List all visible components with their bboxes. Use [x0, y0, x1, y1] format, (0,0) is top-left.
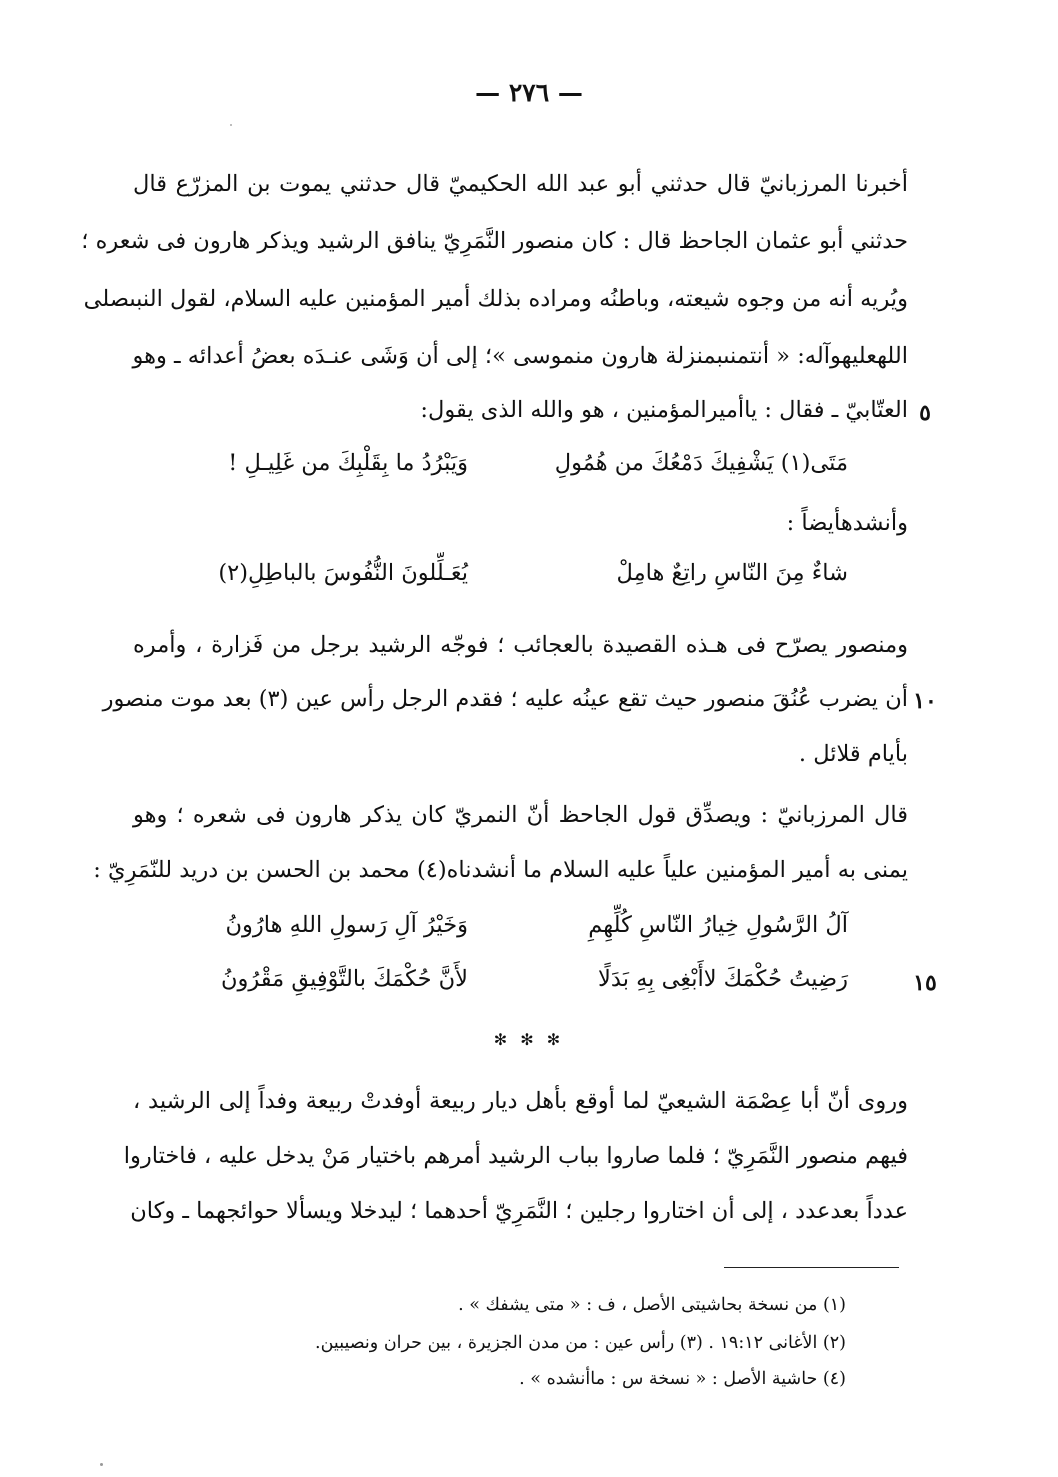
verse-second-hemistich: لأَنَّ حُكْمَكَ بالتَّوْفِيقِ مَقْرُونُ: [220, 966, 468, 992]
text-line: اللهعليهوآله: « أنتمنىبمنزلة هارون منموسى »؛ إلى أن وَشَى عنـدَه بعضُ أعدائه ـ وهو: [132, 343, 908, 369]
verse: [0, 560, 1058, 600]
line-number: ١٠: [913, 688, 937, 714]
verse: [0, 450, 1058, 490]
text-line: ومنصور يصرّح فى هـذه القصيدة بالعجائب ؛ فوجّه الرشيد برجل من فَزارة ، وأمره: [133, 632, 908, 658]
footnote: (٤) حاشية الأصل : « نسخة س : ماأنشده » .: [519, 1369, 846, 1389]
text-line: حدثني أبو عثمان الجاحظ قال : كان منصور النَّمَرِيّ ينافق الرشيد ويذكر هارون فى شعره ؛: [81, 228, 908, 254]
text-line: العتّابيّ ـ فقال : ياأميرالمؤمنين ، هو والله الذى يقول:: [420, 397, 908, 423]
verse: [0, 912, 1058, 952]
footnote-divider: [724, 1267, 899, 1268]
footnote: (١) من نسخة بحاشيتى الأصل ، ف : « متى يشفك » .: [458, 1295, 846, 1315]
text-line: أخبرنا المرزبانيّ قال حدثني أبو عبد الله الحكيميّ قال حدثني يموت بن المزرّع قال: [133, 171, 908, 197]
section-separator: ✻ ✻ ✻: [493, 1030, 565, 1049]
verse-second-hemistich: وَيَبْرُدُ ما بِقَلْبِكَ من غَلِيـلِ !: [228, 450, 468, 476]
text-line: أن يضرب عُنُقَ منصور حيث تقع عينُه عليه ؛ فقدم الرجل رأس عين (٣) بعد موت منصور: [102, 686, 908, 712]
verse: [0, 966, 1058, 1006]
text-line: ويُريه أنه من وجوه شيعته، وباطنُه ومراده بذلك أمير المؤمنين عليه السلام، لقول النبىصلى: [83, 286, 908, 312]
text-line: وأنشدهأيضاً :: [786, 510, 908, 536]
text-line: يمنى به أمير المؤمنين علياً عليه السلام ما أنشدناه(٤) محمد بن الحسن بن دريد للنّمَرِيّ :: [93, 857, 908, 883]
text-line: عدداً بعدعدد ، إلى أن اختاروا رجلين ؛ النَّمَرِيّ أحدهما ؛ ليدخلا ويسألا حوائجهما ـ وكان: [130, 1198, 908, 1224]
verse-first-hemistich: مَتَى(١) يَشْفِيكَ دَمْعُكَ من هُمُولِ: [554, 450, 848, 476]
speck: [100, 1463, 103, 1466]
text-line: فيهم منصور النَّمَرِيّ ؛ فلما صاروا بباب الرشيد أمرهم باختيار مَنْ يدخل عليه ، فاختاروا: [123, 1143, 908, 1169]
footnote: (٢) الأغانى ١٩:١٢ . (٣) رأس عين : من مدن الجزيرة ، بين حران ونصيبين.: [315, 1333, 846, 1353]
verse-first-hemistich: شاءٌ مِنَ النّاسِ راتِعٌ هامِلْ: [616, 560, 848, 586]
speck: [230, 124, 232, 126]
line-number: ٥: [919, 400, 931, 426]
verse-first-hemistich: رَضِيتُ حُكْمَكَ لاأَبْغِى بِهِ بَدَلًا: [598, 966, 848, 992]
page-number: — ٢٧٦ —: [475, 78, 583, 107]
verse-first-hemistich: آلُ الرَّسُولِ خِيارُ النّاسِ كُلِّهِمِ: [588, 912, 848, 938]
text-line: قال المرزبانيّ : ويصدِّق قول الجاحظ أنّ النمريّ كان يذكر هارون فى شعره ؛ وهو: [133, 802, 908, 828]
verse-second-hemistich: وَخَيْرُ آلِ رَسولِ اللهِ هارُونُ: [225, 912, 468, 938]
text-line: بأيام قلائل .: [798, 741, 908, 767]
line-number: ١٥: [913, 970, 937, 996]
verse-second-hemistich: يُعَـلِّلونَ النُّفُوسَ بالباطِلِ(٢): [218, 560, 468, 586]
text-line: وروى أنّ أبا عِصْمَة الشيعيّ لما أوقع بأهل ديار ربيعة أوفدتْ ربيعة وفداً إلى الرشيد ،: [133, 1088, 908, 1114]
